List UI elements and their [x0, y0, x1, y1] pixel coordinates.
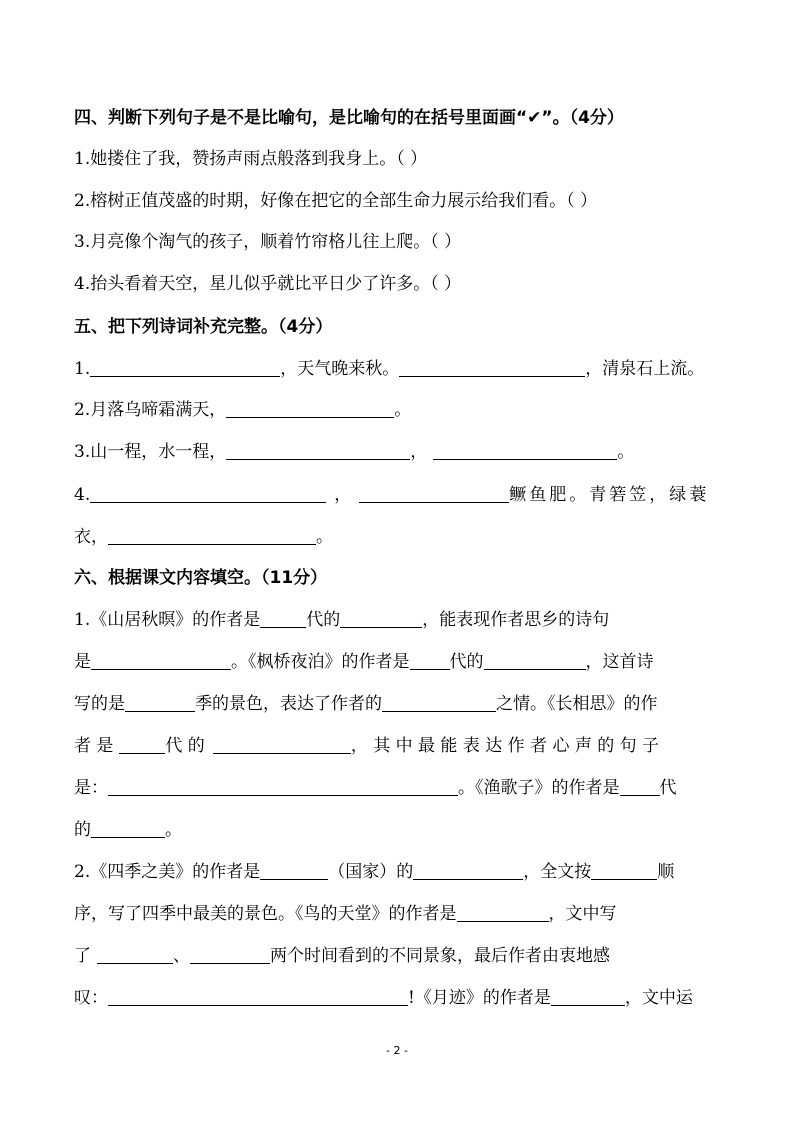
s6-line-9 [74, 945, 610, 967]
answer-blank[interactable] [108, 989, 408, 1006]
section-5-heading: 五、把下列诗词补充完整。（4分） [74, 317, 333, 337]
s6-text: 、 [173, 946, 190, 966]
answer-blank[interactable] [91, 653, 231, 670]
s4-item-1: 1.她搂住了我，赞扬声雨点般落到我身上。（ ） [74, 149, 428, 169]
s6-line-7 [74, 861, 674, 883]
s6-text: 。 [165, 820, 182, 840]
s6-text: 者 是 [74, 736, 114, 756]
s6-text: ， 其 中 最 能 表 达 作 者 心 声 的 句 子 [350, 736, 660, 756]
answer-blank[interactable] [97, 947, 173, 964]
answer-blank[interactable] [413, 863, 523, 880]
s5-q3-text-b: ， [410, 442, 428, 462]
s4-item-4: 4.抬头看着天空，星儿似乎就比平日少了许多。（ ） [74, 274, 462, 294]
s6-text: 了 [74, 946, 91, 966]
s6-line-5 [74, 777, 677, 799]
s6-text: 是 [74, 652, 91, 672]
s6-text: !《月迹》的作者是 [408, 988, 551, 1008]
s6-line-4 [74, 735, 659, 757]
answer-blank[interactable] [410, 653, 450, 670]
s5-q2 [74, 399, 411, 421]
s4-item-3: 3.月亮像个淘气的孩子，顺着竹帘格儿往上爬。（ ） [74, 232, 462, 252]
answer-blank[interactable] [260, 863, 328, 880]
s6-text: 是： [74, 778, 108, 798]
answer-blank[interactable] [484, 653, 586, 670]
s6-text: ，文中写 [548, 904, 617, 924]
answer-blank[interactable] [260, 611, 306, 628]
answer-blank[interactable] [108, 779, 458, 796]
s5-q3 [74, 441, 634, 463]
answer-blank[interactable] [108, 528, 316, 545]
answer-blank[interactable] [190, 947, 270, 964]
s5-q4-text-c: 衣， [74, 527, 108, 547]
s6-line-10 [74, 987, 693, 1009]
s6-text: 顺 [657, 862, 675, 882]
s6-text: ，这首诗 [585, 652, 654, 672]
s6-text: 叹： [74, 988, 108, 1008]
s6-text: 写的是 [74, 694, 125, 714]
s5-q4-number: 4. [74, 485, 91, 505]
s6-text: 代的 [449, 652, 484, 672]
s5-q1 [74, 358, 704, 380]
page-number: - 2 - [386, 1044, 408, 1057]
s6-text: ，全文按 [523, 862, 592, 882]
answer-blank[interactable] [90, 486, 326, 503]
answer-blank[interactable] [620, 779, 660, 796]
section-6-heading: 六、根据课文内容填空。（11分） [74, 568, 328, 588]
s5-q3-text-a: 3.山一程，水一程， [74, 442, 227, 462]
answer-blank[interactable] [433, 443, 617, 460]
s5-q4 [74, 484, 709, 506]
answer-blank[interactable] [226, 443, 410, 460]
s5-q4-text-d: 。 [316, 527, 333, 547]
s6-text: 代 的 [165, 736, 205, 756]
s6-text: 序，写了四季中最美的景色。《鸟的天堂》的作者是 [74, 904, 457, 924]
answer-blank[interactable] [551, 989, 625, 1006]
s5-q1-text-b: ，清泉石上流。 [585, 359, 705, 379]
s6-text: 之情。《长相思》的作 [496, 694, 658, 714]
s5-q2-text-a: 2.月落乌啼霜满天， [74, 400, 227, 420]
answer-blank[interactable] [125, 695, 195, 712]
s6-text: 1.《山居秋暝》的作者是 [74, 610, 261, 630]
s5-q1-number: 1. [74, 359, 91, 379]
s6-text: 2.《四季之美》的作者是 [74, 862, 261, 882]
s6-text: ，能表现作者思乡的诗句 [422, 610, 610, 630]
answer-blank[interactable] [382, 695, 496, 712]
s5-q3-text-c: 。 [617, 442, 635, 462]
s6-text: 的 [74, 820, 91, 840]
s6-text: 代的 [306, 610, 341, 630]
s6-line-6 [74, 819, 182, 841]
answer-blank[interactable] [399, 360, 585, 377]
s6-text: （国家）的 [328, 862, 414, 882]
s6-text: 代 [659, 778, 677, 798]
s5-q4-text-a: ， [334, 485, 352, 505]
s6-line-1 [74, 609, 609, 631]
s5-q1-text-a: ，天气晚来秋。 [280, 359, 400, 379]
s6-text: 两个时间看到的不同景象，最后作者由衷地感 [270, 946, 610, 966]
answer-blank[interactable] [226, 401, 394, 418]
answer-blank[interactable] [213, 737, 351, 754]
s6-line-3 [74, 693, 658, 715]
s6-line-2 [74, 651, 654, 673]
s5-q4-text-b: 鳜鱼肥。青箬笠，绿蓑 [509, 485, 710, 505]
s4-item-2: 2.榕树正值茂盛的时期，好像在把它的全部生命力展示给我们看。（ ） [74, 191, 598, 211]
answer-blank[interactable] [591, 863, 657, 880]
s6-text: ，文中运 [624, 988, 693, 1008]
answer-blank[interactable] [359, 486, 509, 503]
answer-blank[interactable] [90, 360, 280, 377]
s5-q4-cont [74, 526, 333, 548]
answer-blank[interactable] [457, 905, 549, 922]
answer-blank[interactable] [119, 737, 165, 754]
s6-line-8 [74, 903, 617, 925]
s6-text: 季的景色，表达了作者的 [195, 694, 382, 714]
section-4-heading: 四、判断下列句子是不是比喻句，是比喻句的在括号里面画“✔”。（4分） [74, 108, 624, 128]
answer-blank[interactable] [340, 611, 422, 628]
s6-text: 。《枫桥夜泊》的作者是 [231, 652, 410, 672]
answer-blank[interactable] [91, 821, 165, 838]
s5-q2-text-b: 。 [394, 400, 412, 420]
s6-text: 。《渔歌子》的作者是 [458, 778, 620, 798]
